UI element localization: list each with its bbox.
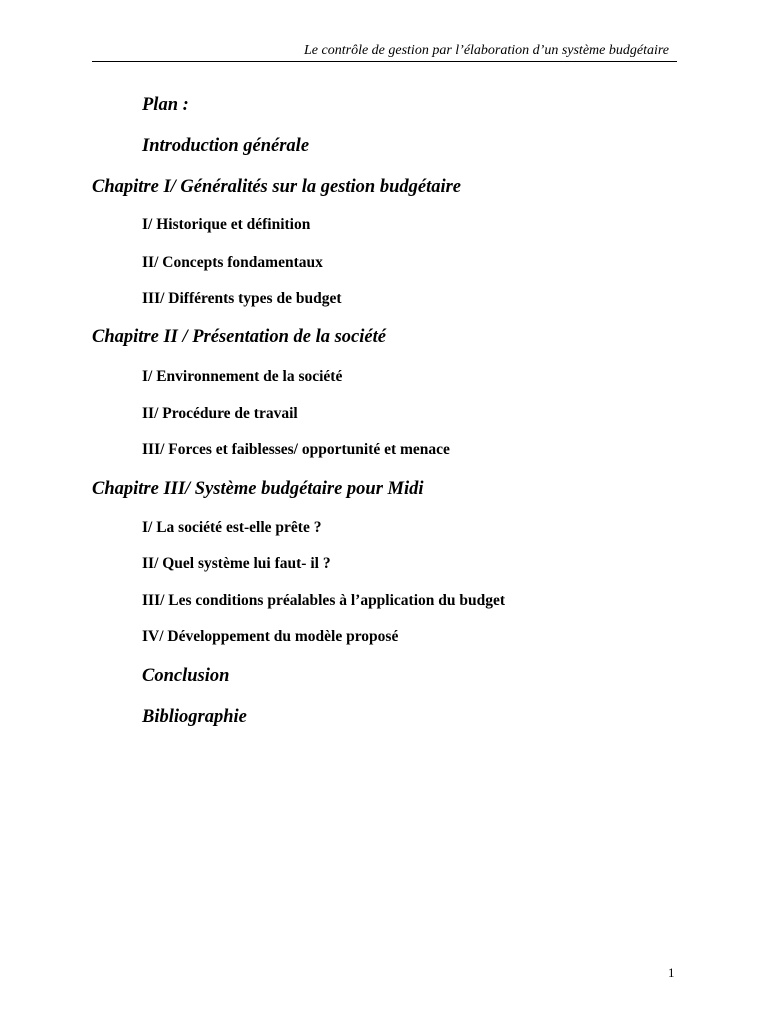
chapter-3-section-4: IV/ Développement du modèle proposé [142, 628, 399, 645]
chapter-2-section-3: III/ Forces et faiblesses/ opportunité et menace [142, 441, 450, 458]
plan-introduction: Introduction générale [142, 136, 310, 156]
plan-bibliography: Bibliographie [142, 707, 247, 727]
plan-heading: Plan : [142, 95, 189, 115]
plan-conclusion: Conclusion [142, 666, 230, 686]
chapter-1-section-3: III/ Différents types de budget [142, 290, 342, 307]
chapter-2-section-1: I/ Environnement de la société [142, 368, 343, 385]
header-rule [92, 61, 677, 62]
chapter-1-title: Chapitre I/ Généralités sur la gestion budgétaire [92, 177, 462, 197]
chapter-1-section-2: II/ Concepts fondamentaux [142, 254, 323, 271]
chapter-1-section-1: I/ Historique et définition [142, 216, 311, 233]
chapter-2-section-2: II/ Procédure de travail [142, 405, 298, 422]
chapter-3-section-3: III/ Les conditions préalables à l’application du budget [142, 592, 506, 609]
chapter-2-title: Chapitre II / Présentation de la société [92, 327, 386, 347]
page-number: 1 [668, 965, 675, 980]
chapter-3-section-1: I/ La société est-elle prête ? [142, 519, 322, 536]
running-header-title: Le contrôle de gestion par l’élaboration d’un système budgétaire [304, 43, 669, 58]
chapter-3-title: Chapitre III/ Système budgétaire pour Midi [92, 479, 424, 499]
chapter-3-section-2: II/ Quel système lui faut- il ? [142, 555, 331, 572]
